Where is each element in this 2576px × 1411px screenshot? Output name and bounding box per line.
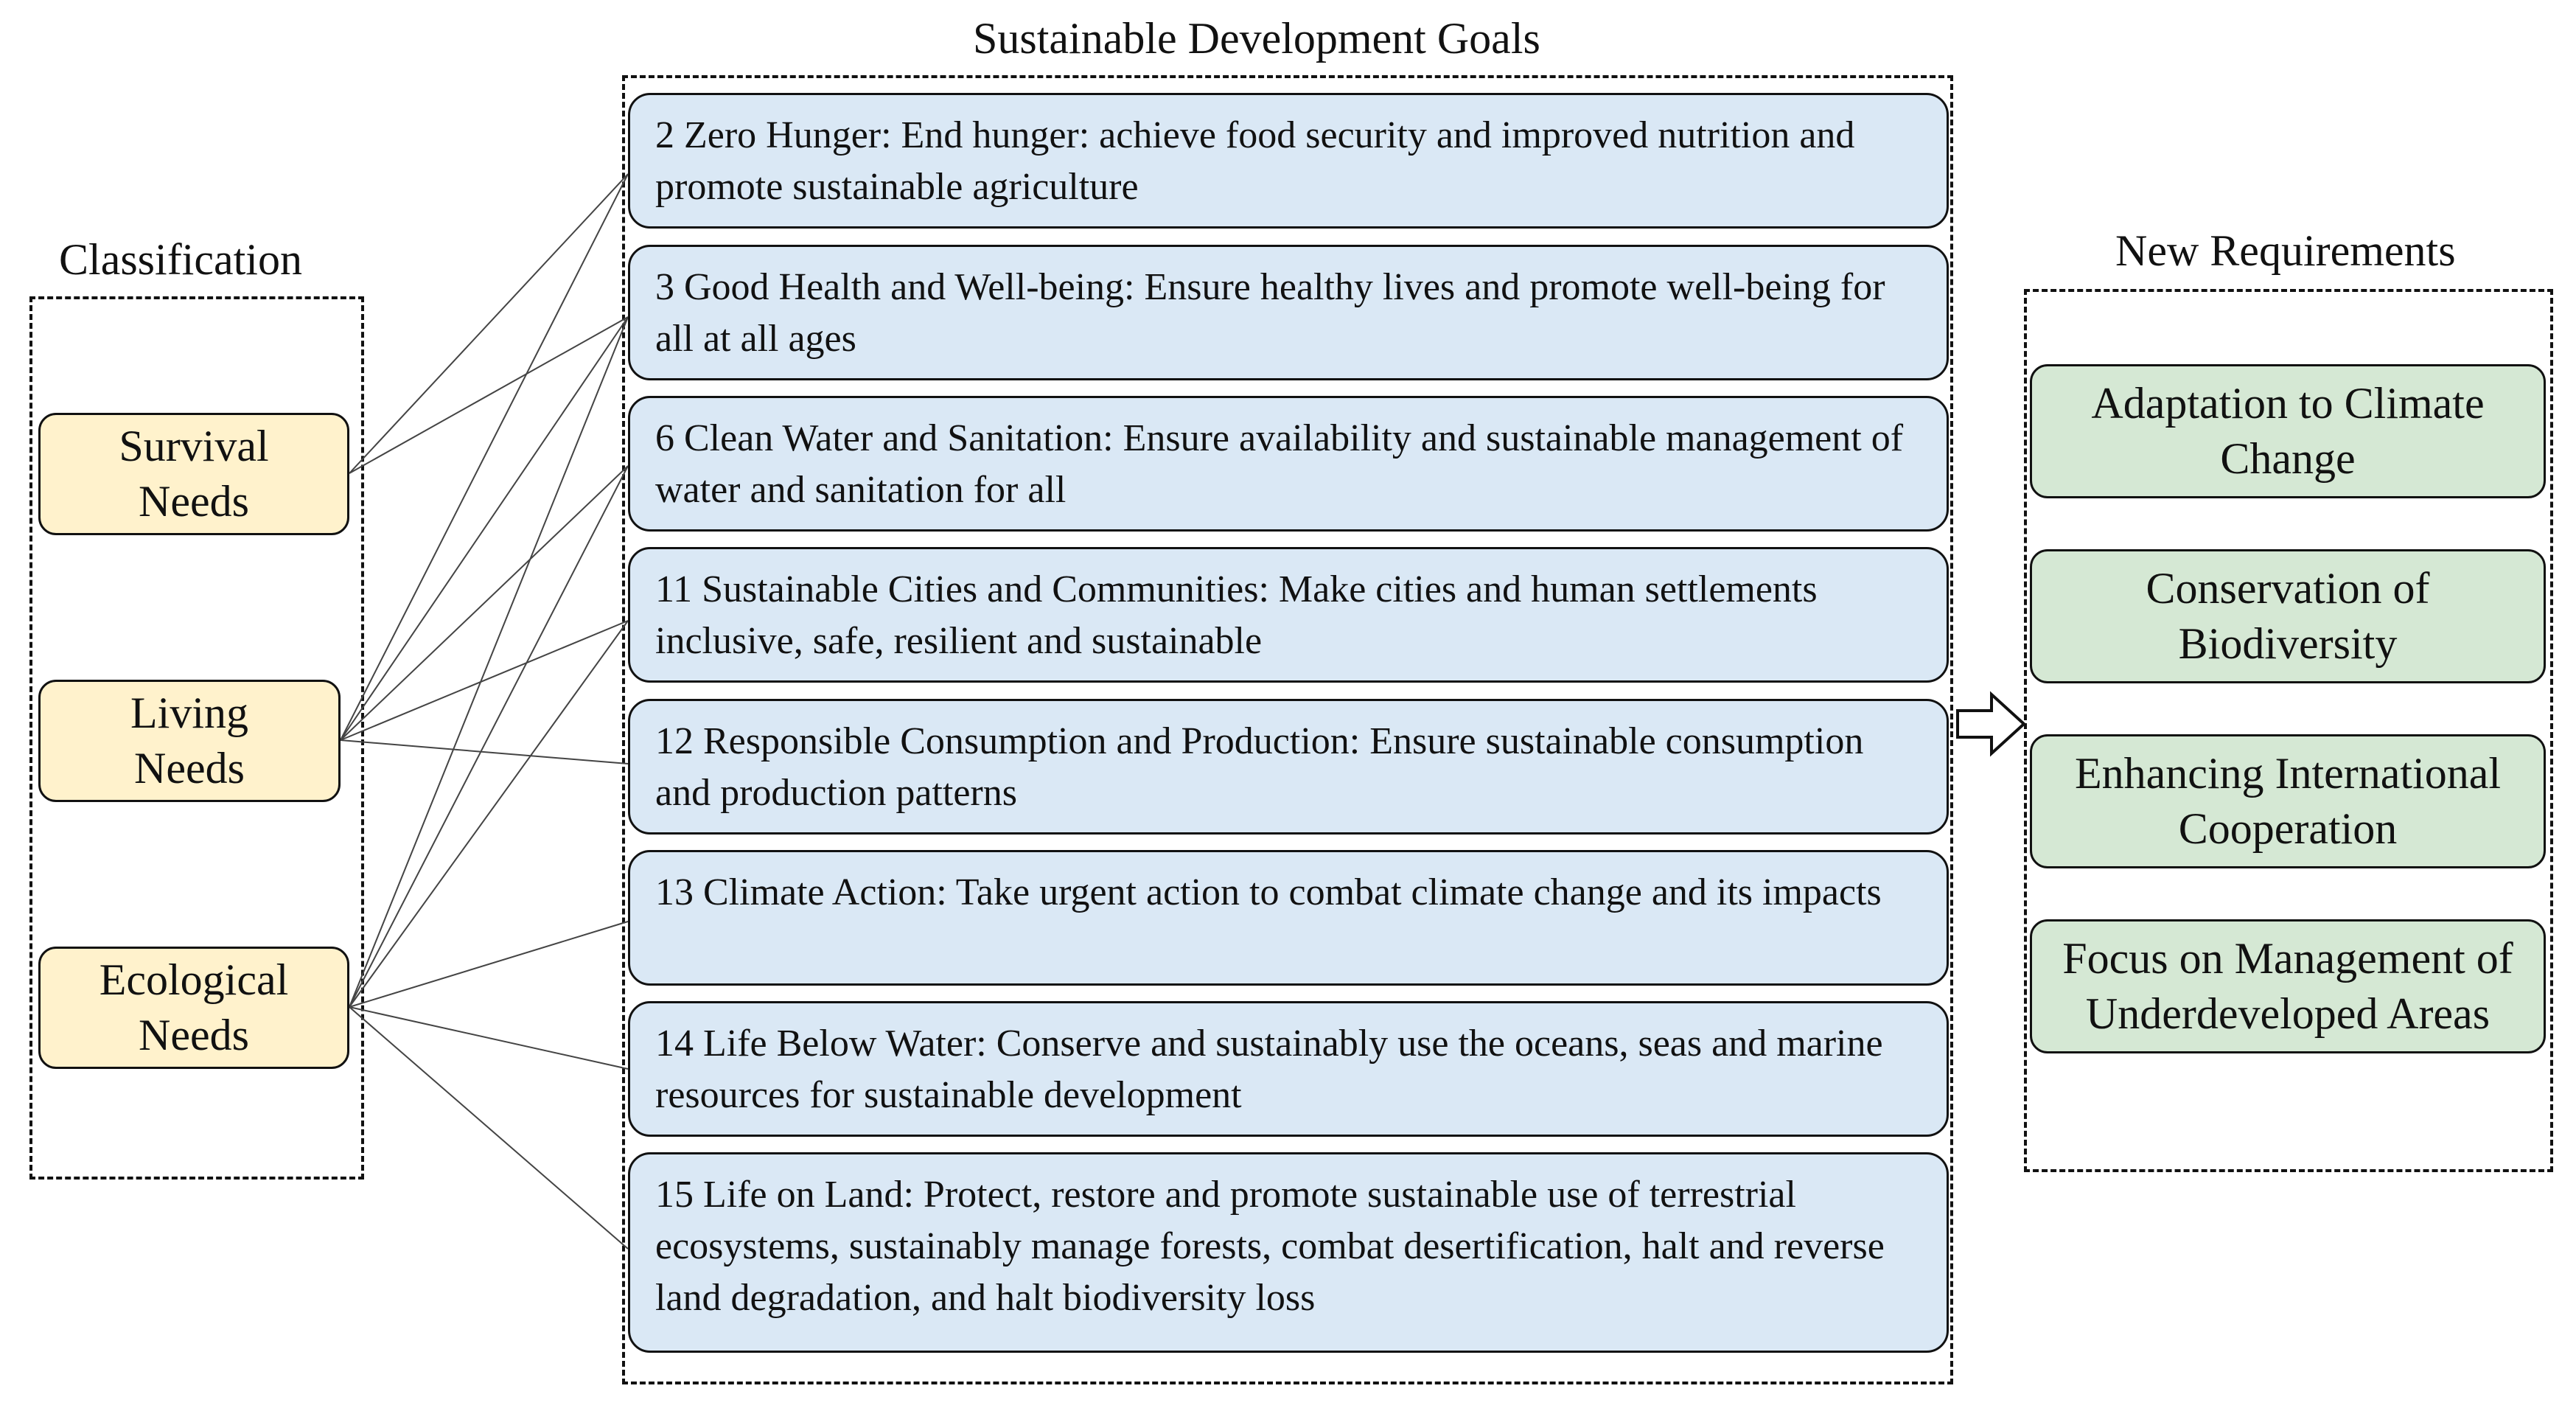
classification-label: Living Needs — [130, 689, 248, 792]
connector-line-4 — [341, 466, 628, 740]
connector-line-2 — [341, 174, 628, 740]
goal-3-good-health: 3 Good Health and Well-being: Ensure healthy lives and promote well-being for all at all ages — [628, 245, 1949, 380]
connector-line-3 — [341, 317, 628, 740]
sdg-title: Sustainable Development Goals — [973, 14, 1540, 63]
requirement-label: Conservation of Biodiversity — [2146, 564, 2430, 668]
requirement-climate-adaptation — [2030, 364, 2546, 498]
classification-label: Ecological Needs — [99, 955, 289, 1059]
connector-line-0 — [349, 174, 628, 473]
goal-6-clean-water: 6 Clean Water and Sanitation: Ensure availability and sustainable management of water and sanitation for all — [628, 396, 1949, 532]
classification-survival-needs — [38, 413, 349, 535]
goal-13-climate-action: 13 Climate Action: Take urgent action to combat climate change and its impacts — [628, 850, 1949, 986]
classification-title: Classification — [59, 235, 302, 284]
requirement-biodiversity — [2030, 549, 2546, 683]
requirement-label: Adaptation to Climate Change — [2091, 379, 2485, 483]
classification-living-needs — [38, 680, 341, 802]
classification-ecological-needs — [38, 947, 349, 1069]
requirements-title: New Requirements — [2115, 226, 2456, 275]
goal-11-sustainable-cities: 11 Sustainable Cities and Communities: Make cities and human settlements inclusive, safe, resilient and sustainable — [628, 547, 1949, 683]
goal-2-zero-hunger: 2 Zero Hunger: End hunger: achieve food security and improved nutrition and promote sustainable agriculture — [628, 93, 1949, 229]
goal-12-responsible-consumption: 12 Responsible Consumption and Production: Ensure sustainable consumption and production patterns — [628, 699, 1949, 835]
connector-line-11 — [349, 1007, 628, 1069]
classification-label: Survival Needs — [119, 422, 269, 526]
requirement-label: Enhancing International Cooperation — [2074, 749, 2502, 853]
requirement-international-cooperation — [2030, 734, 2546, 868]
connector-line-7 — [349, 317, 628, 1007]
goal-14-life-below-water: 14 Life Below Water: Conserve and sustainably use the oceans, seas and marine resources for sustainable development — [628, 1001, 1949, 1137]
right-arrow-icon — [1955, 691, 2028, 757]
requirement-label: Focus on Management of Underdeveloped Areas — [2062, 934, 2513, 1038]
connector-line-8 — [349, 466, 628, 1007]
goal-15-life-on-land: 15 Life on Land: Protect, restore and promote sustainable use of terrestrial ecosystems, sustainably manage forests, combat desertification, halt and reverse land degradation, and halt biodiversity loss — [628, 1152, 1949, 1353]
connector-line-10 — [349, 921, 628, 1007]
connector-line-12 — [349, 1007, 628, 1249]
requirement-underdeveloped-areas — [2030, 919, 2546, 1053]
